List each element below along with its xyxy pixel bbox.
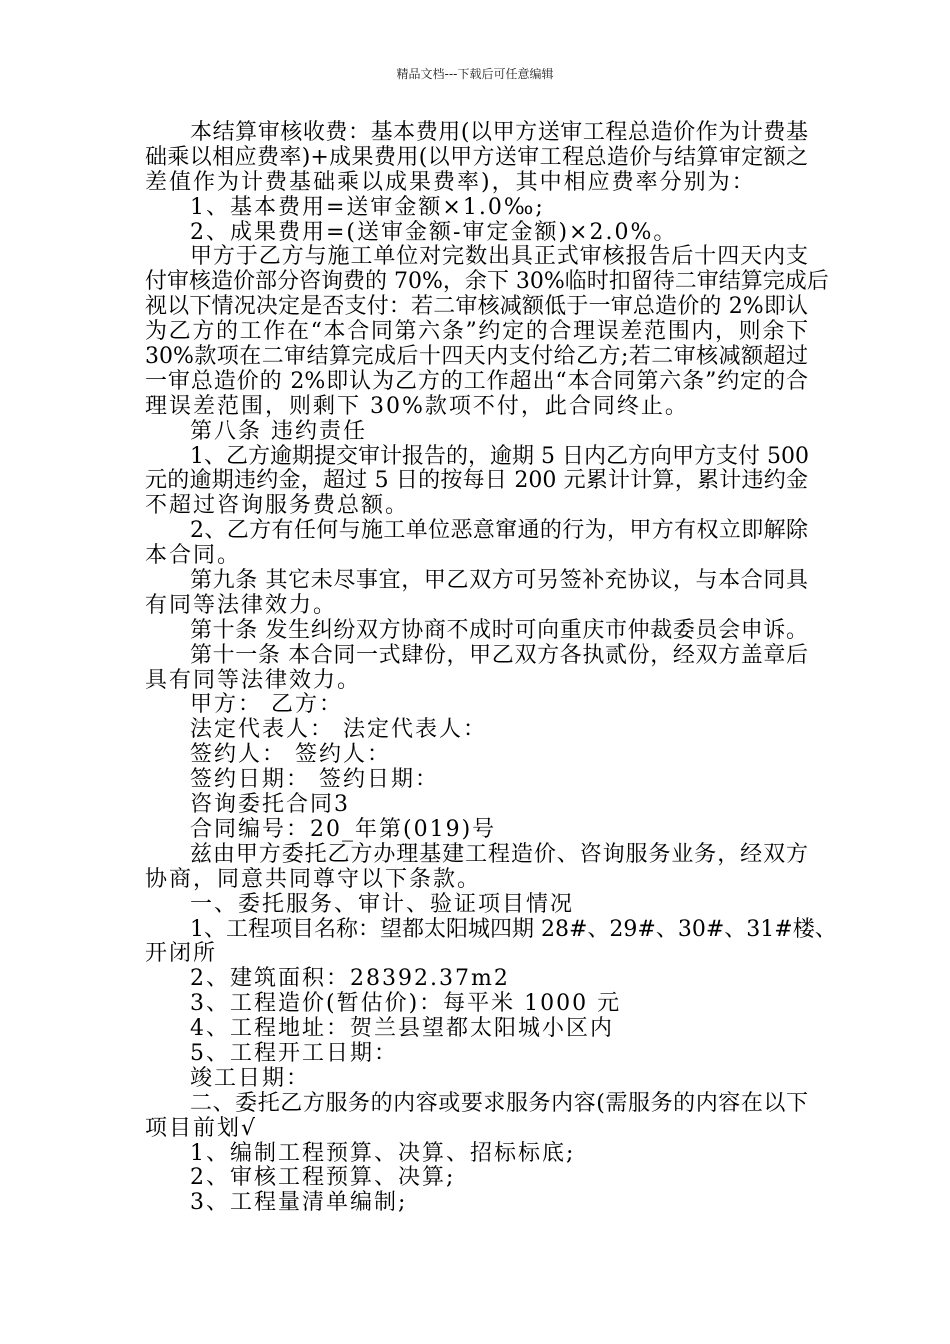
text-line: 合同编号：20_年第(019)号 [190,816,497,842]
text-line: 兹由甲方委托乙方办理基建工程造价、咨询服务业务，经双方 [190,841,808,867]
text-line: 第八条 违约责任 [190,418,367,444]
text-line: 础乘以相应费率)+成果费用(以甲方送审工程总造价与结算审定额之 [145,144,808,170]
text-line: 一审总造价的 2%即认为乙方的工作超出“本合同第六条”约定的合 [145,368,808,394]
text-line: 签约人： 签约人： [190,742,391,768]
text-line: 甲方于乙方与施工单位对完数出具正式审核报告后十四天内支 [190,244,808,270]
text-line: 2、乙方有任何与施工单位恶意窜通的行为，甲方有权立即解除 [190,518,808,544]
text-line: 2、成果费用=(送审金额-审定金额)×2.0%。 [190,219,678,245]
text-line: 3、工程造价(暂估价)：每平米 1000 元 [190,991,622,1017]
text-line: 咨询委托合同3 [190,792,350,818]
page-header: 精品文档---下载后可任意编辑 [396,67,554,81]
text-line: 1、编制工程预算、决算、招标标底; [190,1140,576,1166]
text-line: 1、工程项目名称：望都太阳城四期 28#、29#、30#、31#楼、 [190,916,837,942]
text-line: 本合同。 [145,543,242,569]
text-line: 2、建筑面积：28392.37m2 [190,966,510,992]
text-line: 差值作为计费基础乘以成果费率)，其中相应费率分别为： [145,169,756,195]
text-line: 具有同等法律效力。 [145,667,362,693]
text-line: 视以下情况决定是否支付：若二审核减额低于一审总造价的 2%即认 [145,294,808,320]
text-line: 签约日期： 签约日期： [190,767,439,793]
text-line: 本结算审核收费：基本费用(以甲方送审工程总造价作为计费基 [190,120,808,145]
text-line: 二、委托乙方服务的内容或要求服务内容(需服务的内容在以下 [190,1090,808,1116]
text-line: 1、乙方逾期提交审计报告的，逾期 5 日内乙方向甲方支付 500 [190,443,809,469]
text-line: 3、工程量清单编制; [190,1190,408,1216]
text-line: 4、工程地址：贺兰县望都太阳城小区内 [190,1016,614,1042]
text-line: 付审核造价部分咨询费的 70%，余下 30%临时扣留待二审结算完成后 [145,269,829,295]
text-line: 竣工日期： [190,1065,311,1091]
text-line: 法定代表人： 法定代表人： [190,717,487,743]
text-line: 元的逾期违约金，超过 5 日的按每日 200 元累计计算，累计违约金 [145,468,808,494]
text-line: 5、工程开工日期： [190,1040,398,1066]
text-line: 不超过咨询服务费总额。 [145,493,410,519]
text-line: 1、基本费用=送审金额×1.0‰; [190,194,545,220]
text-line: 第十条 发生纠纷双方协商不成时可向重庆市仲裁委员会申诉。 [190,617,808,643]
document-body [145,120,837,1216]
text-line: 有同等法律效力。 [145,592,338,618]
text-line: 项目前划√ [145,1115,258,1141]
text-line: 理误差范围，则剩下 30%款项不付，此合同终止。 [145,393,689,419]
text-line: 开闭所 [145,941,218,967]
text-line: 一、委托服务、审计、验证项目情况 [190,891,575,917]
text-line: 协商，同意共同尊守以下条款。 [145,866,482,892]
text-line: 第十一条 本合同一式肆份，甲乙双方各执贰份，经双方盖章后 [190,642,808,668]
text-line: 甲方： 乙方： [190,692,343,718]
text-line: 30%款项在二审结算完成后十四天内支付给乙方;若二审核减额超过 [145,344,808,370]
text-line: 为乙方的工作在“本合同第六条”约定的合理误差范围内，则余下 [145,319,808,345]
text-line: 第九条 其它未尽事宜，甲乙双方可另签补充协议，与本合同具 [190,568,808,594]
text-line: 2、审核工程预算、决算; [190,1165,456,1191]
